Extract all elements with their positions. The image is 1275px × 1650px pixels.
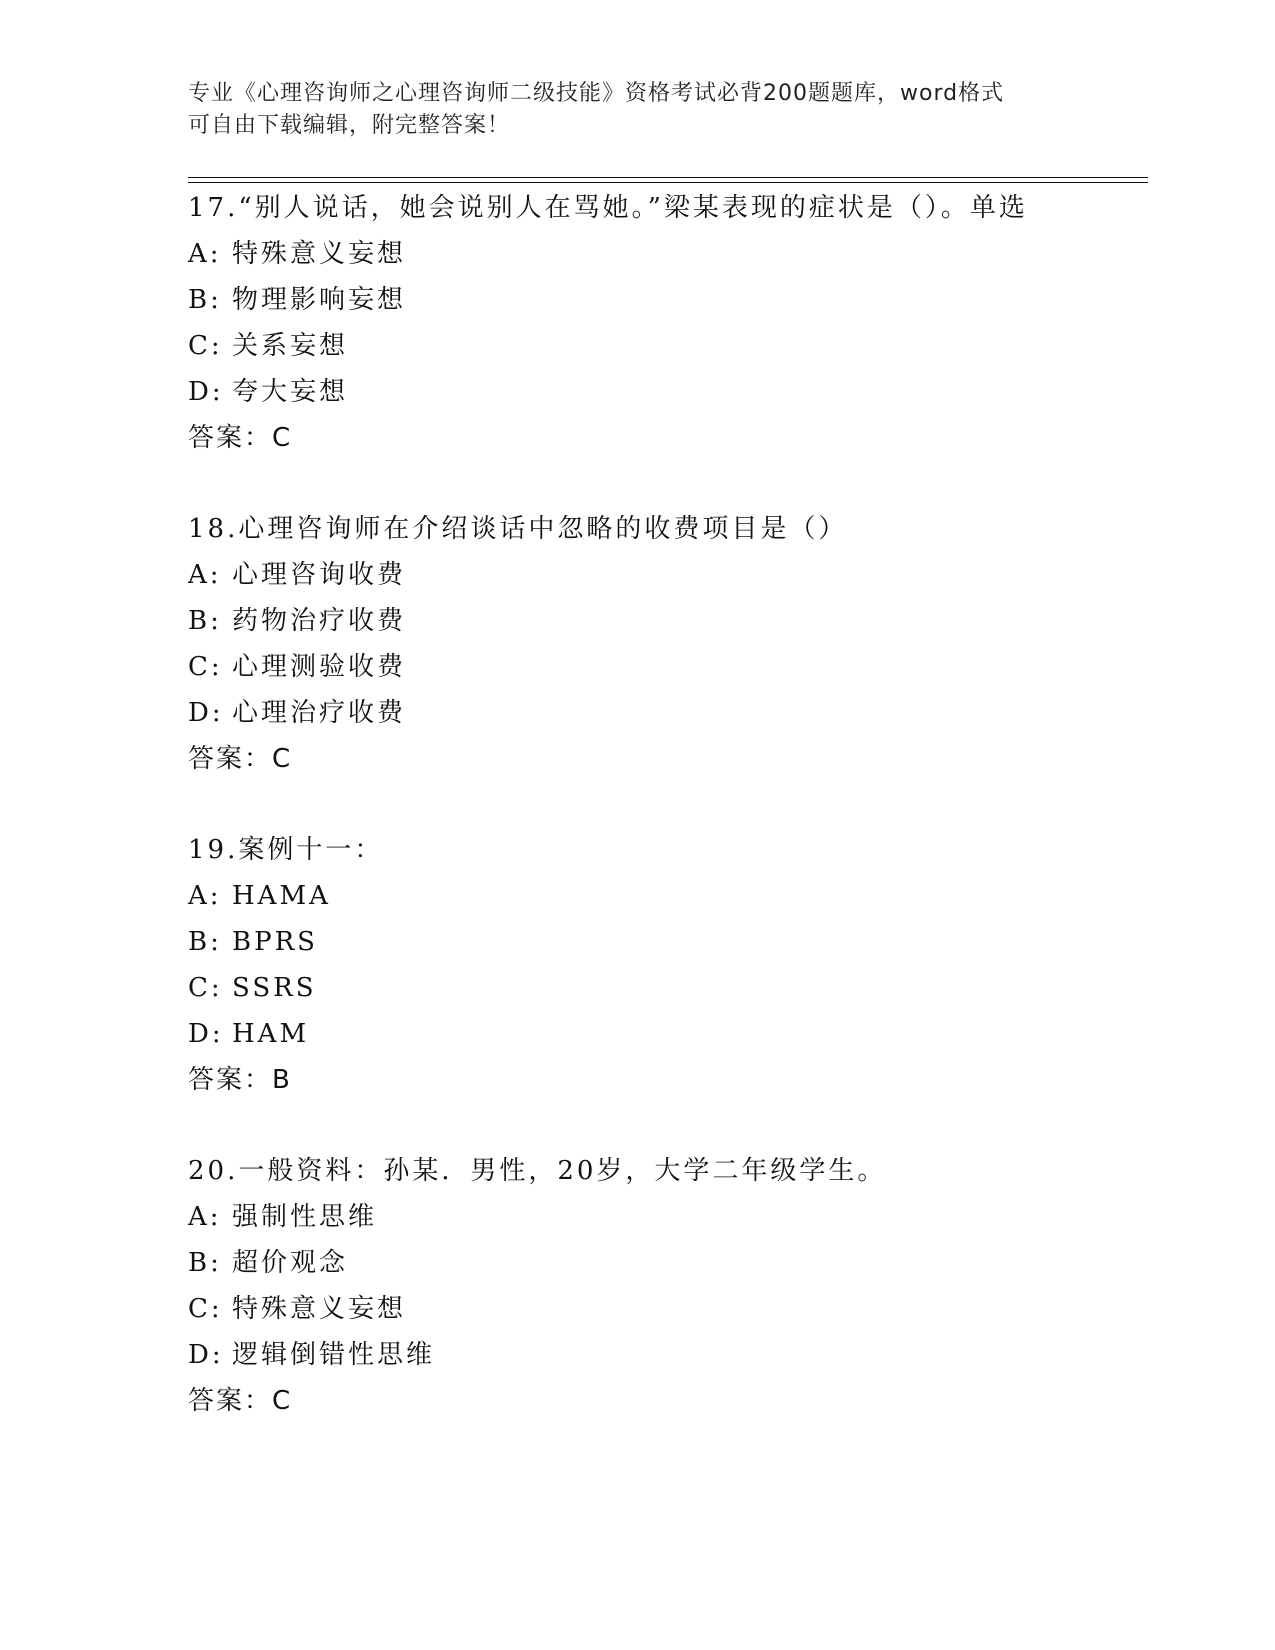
option-key: D: bbox=[188, 377, 224, 407]
option-key: C: bbox=[188, 973, 223, 1003]
answer-line: 答案：C bbox=[188, 1386, 293, 1416]
option-text: BPRS bbox=[232, 927, 318, 957]
option-text: 逻辑倒错性思维 bbox=[232, 1340, 436, 1370]
question-19 bbox=[188, 827, 1148, 1103]
option-d bbox=[188, 690, 1148, 736]
option-a bbox=[188, 873, 1148, 919]
option-text: 心理测验收费 bbox=[232, 652, 407, 682]
option-c bbox=[188, 644, 1148, 690]
option-text: 强制性思维 bbox=[232, 1202, 378, 1232]
option-c bbox=[188, 1286, 1148, 1332]
option-d bbox=[188, 1011, 1148, 1057]
option-a bbox=[188, 231, 1148, 277]
option-key: A: bbox=[188, 881, 222, 911]
option-text: 心理治疗收费 bbox=[232, 698, 407, 728]
question-17 bbox=[188, 185, 1148, 461]
option-text: 特殊意义妄想 bbox=[232, 1294, 407, 1324]
question-stem: 19.案例十一： bbox=[188, 835, 384, 865]
header-divider-top bbox=[188, 177, 1148, 178]
option-key: C: bbox=[188, 1294, 223, 1324]
option-c bbox=[188, 965, 1148, 1011]
option-text: 心理咨询收费 bbox=[232, 560, 407, 590]
option-text: 超价观念 bbox=[232, 1248, 349, 1278]
option-b bbox=[188, 277, 1148, 323]
question-18 bbox=[188, 506, 1148, 782]
option-key: A: bbox=[188, 560, 222, 590]
option-key: B: bbox=[188, 1248, 222, 1278]
document-intro-line-1: 专业《心理咨询师之心理咨询师二级技能》资格考试必背200题题库，word格式 bbox=[188, 81, 1005, 106]
option-key: D: bbox=[188, 698, 224, 728]
option-text: 药物治疗收费 bbox=[232, 606, 407, 636]
option-text: 夸大妄想 bbox=[232, 377, 349, 407]
option-key: C: bbox=[188, 652, 223, 682]
option-text: SSRS bbox=[232, 973, 317, 1003]
document-intro-line-2: 可自由下载编辑，附完整答案！ bbox=[188, 113, 511, 138]
option-text: 特殊意义妄想 bbox=[232, 239, 407, 269]
option-key: D: bbox=[188, 1340, 224, 1370]
answer-line: 答案：B bbox=[188, 1065, 292, 1095]
option-d bbox=[188, 369, 1148, 415]
question-20 bbox=[188, 1148, 1148, 1424]
option-b bbox=[188, 1240, 1148, 1286]
option-text: 物理影响妄想 bbox=[232, 285, 407, 315]
question-stem: 20.一般资料：孙某．男性，20岁，大学二年级学生。 bbox=[188, 1156, 887, 1186]
option-key: B: bbox=[188, 285, 222, 315]
option-key: B: bbox=[188, 927, 222, 957]
option-key: B: bbox=[188, 606, 222, 636]
answer-line: 答案：C bbox=[188, 423, 293, 453]
option-text: HAM bbox=[232, 1019, 310, 1049]
question-stem: 18.心理咨询师在介绍谈话中忽略的收费项目是（） bbox=[188, 514, 848, 544]
question-stem: 17.“别人说话，她会说别人在骂她。”梁某表现的症状是（）。单选 bbox=[188, 193, 1028, 223]
option-key: A: bbox=[188, 1202, 222, 1232]
answer-line: 答案：C bbox=[188, 744, 293, 774]
option-a bbox=[188, 1194, 1148, 1240]
option-text: HAMA bbox=[232, 881, 331, 911]
option-key: C: bbox=[188, 331, 223, 361]
option-b bbox=[188, 919, 1148, 965]
option-key: A: bbox=[188, 239, 222, 269]
option-text: 关系妄想 bbox=[232, 331, 349, 361]
option-d bbox=[188, 1332, 1148, 1378]
option-b bbox=[188, 598, 1148, 644]
option-key: D: bbox=[188, 1019, 224, 1049]
header-divider-bottom bbox=[188, 182, 1148, 183]
option-a bbox=[188, 552, 1148, 598]
option-c bbox=[188, 323, 1148, 369]
